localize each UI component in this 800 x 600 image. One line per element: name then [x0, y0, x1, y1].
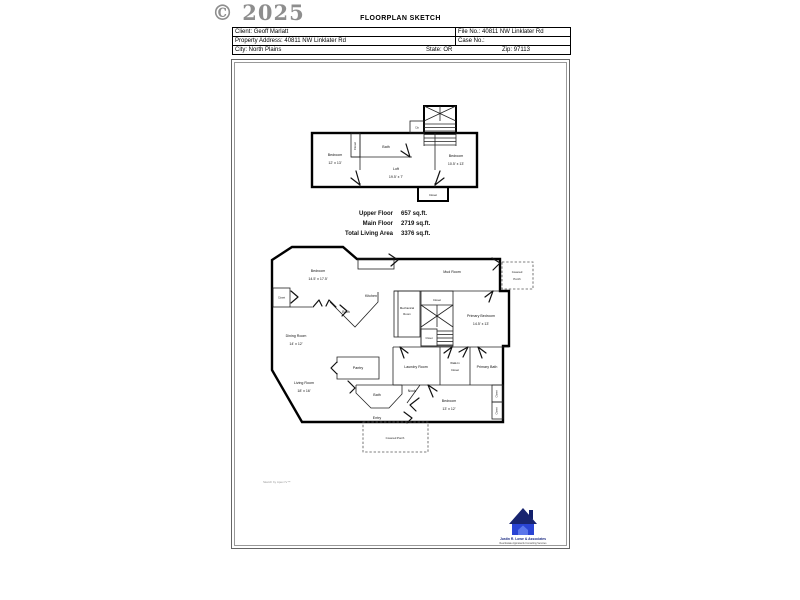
room-label-mechanical-2: Room	[403, 312, 411, 316]
room-label-loft: Loft	[393, 167, 399, 171]
case-no-label: Case No.:	[458, 38, 485, 44]
room-label-mud-room: Mud Room	[443, 270, 461, 274]
area-summary	[345, 211, 431, 237]
sketch-credit: Sketch by Apex IV™	[263, 480, 291, 484]
room-label-upper-bedroom-left: Bedroom	[327, 153, 343, 157]
room-dims-living: 18' x 16'	[297, 389, 311, 393]
copyright-watermark: © 2025	[212, 0, 305, 25]
file-no-label: File No.:	[458, 29, 481, 35]
client-value: Geoff Marlatt	[253, 29, 289, 35]
room-dims-dining: 14' x 12'	[289, 342, 303, 346]
property-label: Property Address:	[235, 38, 283, 44]
logo-company-name: Justin R. Lowe & Associates	[499, 537, 547, 541]
area-label-upper: Upper Floor	[359, 211, 393, 217]
area-label-total: Total Living Area	[344, 231, 393, 237]
main-floor	[272, 247, 533, 452]
zip-label: Zip:	[502, 47, 513, 53]
house-logo-icon	[509, 508, 537, 535]
area-label-main: Main Floor	[362, 221, 393, 227]
room-label-main-bedroom-tl: Bedroom	[310, 269, 326, 273]
city-value: North Plains	[248, 47, 282, 53]
city-label: City:	[235, 47, 247, 53]
room-label-upper-closet-bottom: Closet	[429, 193, 437, 197]
page-title: FLOORPLAN SKETCH	[360, 15, 441, 22]
room-label-main-bath-upper: Bath	[342, 310, 350, 314]
logo-tagline: Real Estate Appraisal & Consulting Services	[499, 542, 547, 545]
room-label-bath-lower: Bath	[373, 393, 381, 397]
room-label-closet-stair: Closet	[433, 298, 441, 302]
upper-stairs	[424, 106, 456, 146]
room-dims-main-bedroom-tl: 14.5' x 17.5'	[308, 277, 328, 281]
room-label-pantry: Pantry	[352, 366, 364, 370]
room-label-primary-bedroom: Primary Bedroom	[467, 314, 495, 318]
room-dims-loft: 19.5' x 7'	[388, 175, 404, 179]
room-label-porch-right-1: Covered	[511, 270, 523, 274]
room-dims-upper-bedroom-left: 12' x 13'	[328, 161, 342, 165]
room-label-mechanical-1: Mechanical	[399, 306, 415, 310]
room-label-kitchen: Kitchen	[365, 294, 377, 298]
zip-value: 97113	[513, 47, 530, 53]
room-label-porch-right-2: Porch	[513, 277, 521, 281]
room-label-living: Living Room	[294, 381, 314, 385]
room-dims-bedroom-br: 13' x 12'	[442, 407, 456, 411]
room-label-upper-bedroom-right: Bedroom	[448, 154, 464, 158]
room-label-walk-in-2: Closet	[451, 368, 459, 372]
area-value-upper: 657 sq.ft.	[401, 211, 428, 217]
room-dims-upper-bedroom-right: 10.5' x 13'	[447, 162, 465, 166]
company-logo	[500, 508, 548, 545]
room-label-laundry: Laundry Room	[404, 365, 428, 369]
room-label-nook: Nook	[407, 389, 417, 393]
state-value: OR	[443, 47, 453, 53]
client-label: Client:	[235, 29, 253, 35]
room-label-porch-bottom: Covered Porch	[385, 436, 405, 440]
property-value: 40811 NW Linklater Rd	[284, 38, 346, 44]
area-value-total: 3376 sq.ft.	[401, 231, 431, 237]
room-label-upper-bath: Bath	[382, 145, 390, 149]
room-label-upper-closet: Closet	[353, 142, 357, 150]
room-label-closet-r1: Closet	[495, 390, 499, 398]
file-no-value: 40811 NW Linklater Rd	[482, 29, 544, 35]
room-label-clo: Clo	[415, 126, 419, 130]
room-label-closet-under-stair: Closet	[425, 337, 433, 340]
upper-floor	[312, 106, 477, 201]
room-dims-primary-bedroom: 14.5' x 13'	[472, 322, 490, 326]
area-value-main: 2719 sq.ft.	[401, 221, 431, 227]
room-label-dining: Dining Room	[285, 334, 307, 338]
main-floor-walls	[272, 247, 509, 422]
state-label: State:	[426, 47, 442, 53]
room-label-walk-in-1: Walk-In	[450, 361, 460, 365]
room-label-closet-r2: Closet	[495, 407, 499, 415]
room-label-bedroom-br: Bedroom	[441, 399, 457, 403]
room-label-entry: Entry	[372, 416, 382, 420]
room-label-primary-bath: Primary Bath	[476, 365, 498, 369]
room-label-main-closet-left: Closet	[277, 296, 286, 300]
